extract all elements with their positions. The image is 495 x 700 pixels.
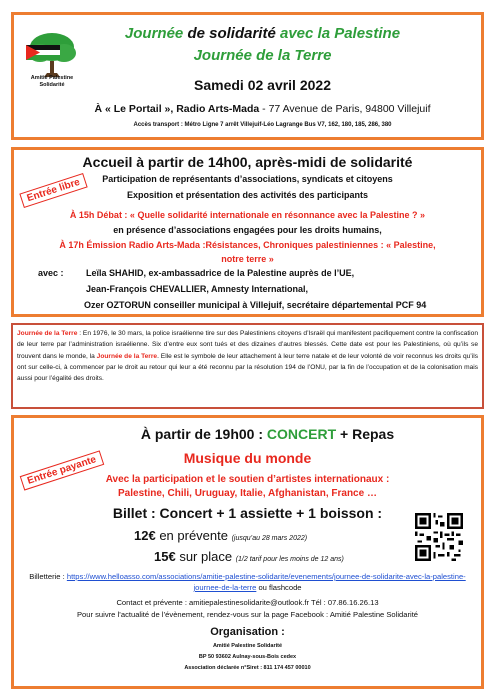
price-1-value: 12€ [134,528,156,543]
emission-title: Résistances, Chroniques palestiniennes : « Palestine, [205,240,436,250]
entree-libre-stamp: Entrée libre [19,173,87,208]
guest-item: Jean-François CHEVALLIER, Amnesty International, [86,284,309,294]
billet-line: Billet : Concert + 1 assiette + 1 boisson : [112,505,383,521]
musique-du-monde: Musique du monde [183,450,312,466]
page-title [14,25,481,42]
organisation-name: Amitié Palestine Solidarité [212,643,283,649]
avec-label: avec : [38,268,64,278]
emission-title-end: notre terre » [221,254,274,264]
participation-line: Avec la participation et le soutien d’artistes internationaux : [105,474,390,485]
guest-item: Leïla SHAHID, ex-ambassadrice de la Palestine auprès de l’UE, [86,268,355,278]
page-subtitle: Journée de la Terre [193,47,332,64]
facebook-line: Pour suivre l’actualité de l’évènement, rendez-vous sur la page Facebook : Amitié Palestine Solidarité [76,610,419,619]
price-2-value: 15€ [154,549,176,564]
price-1-note: (jusqu’au 28 mars 2022) [231,535,308,542]
accueil-line-1: Participation de représentants d’associations, syndicats et citoyens [102,174,393,184]
debat-title: À 15h Débat : « Quelle solidarité internationale en résonnance avec la Palestine ? » [69,210,426,220]
emission-time: À 17h Émission Radio Arts-Mada : [59,240,206,250]
journee-body-2: . Elle est le symbole de leur attachement à leur terre natale et de leur volonté de voir reconnus les droits qu’ils ont sur celle-ci, à commencer par le droit au retour qui leur a été reconnu par la résolution 194 de l’ONU, par la fin de l’occupation et de la colonisation mais aussi pour l’égalité des droits. [17,352,478,383]
entree-payante-stamp: Entrée payante [20,450,104,490]
price-2-note: (1/2 tarif pour les moins de 12 ans) [235,556,344,563]
price-2-label: sur place [175,549,236,564]
concert-title [14,426,481,442]
title-part-3: avec la Palestine [279,25,401,42]
contact-line: Contact et prévente : amitiepalestinesolidarite@outlook.fr Tél : 07.86.16.26.13 [116,598,379,607]
journee-paragraph [17,328,478,384]
billetterie-label: Billetterie : [29,572,67,581]
journee-lead: Journée de la Terre [17,330,78,337]
billetterie-line [22,571,473,593]
venue-name: Le Portail [113,103,162,115]
debat-subtitle: en présence d’associations engagées pour les droits humains, [113,225,382,235]
emission-line [14,240,481,250]
logo-caption: Amitié Palestine Solidarité [30,75,74,88]
accueil-title: Accueil à partir de 14h00, après-midi de solidarité [82,154,413,170]
title-part-2: de solidarité [183,25,280,42]
organisation-title: Organisation : [210,626,285,638]
guest-item: Ozer OZTORUN conseiller municipal à Villejuif, secrétaire départemental PCF 94 [84,300,427,310]
venue-radio: Radio Arts-Mada [176,103,260,115]
venue-prefix: À « [94,103,114,115]
billetterie-suffix: ou flashcode [256,583,302,592]
billetterie-link[interactable]: https://www.helloasso.com/associations/amitie-palestine-solidarite/evenements/journee-de-solidarite-avec-la-palestine-journee-de-la-terre [66,572,466,592]
countries-line: Palestine, Chili, Uruguay, Italie, Afghanistan, France … [118,488,377,499]
venue-mid: », [161,103,177,115]
journee-lead-2: Journée de la Terre [96,352,158,360]
accueil-line-2: Exposition et présentation des activités des participants [126,190,369,200]
organisation-siret: Association déclarée n°Siret : 811 174 457 00010 [184,665,311,671]
transport-info: Accès transport : Métro Ligne 7 arrêt Villejuif-Léo Lagrange Bus V7, 162, 180, 185, 286, 380 [133,122,392,128]
venue-line [14,103,481,115]
price-sur-place [154,549,344,564]
qr-code-icon[interactable] [415,513,463,561]
price-prevente [134,528,307,543]
organisation-address: BP 50 93602 Aulnay-sous-Bois cedex [198,654,297,660]
journee-body-1: : En 1976, le 30 mars, la police israélienne tire sur des Palestiniens citoyens d’Israël qui manifestent pacifiquement contre la confiscation de leur terre par l’administration israélienne. Six d’entre eux sont tués et des dizaines d’autres blessés. Cette date est pour les Palestiniens, où qu’ils se trouvent dans le monde, la [17,330,478,360]
venue-address: - 77 Avenue de Paris, 94800 Villejuif [259,103,431,115]
event-date: Samedi 02 avril 2022 [194,77,331,93]
journee-text-box [11,323,484,409]
price-1-label: en prévente [155,528,232,543]
header-box [11,12,484,140]
concert-title-suffix: + Repas [336,426,395,442]
concert-title-prefix: À partir de 19h00 : [140,426,267,442]
title-part-1: Journée [124,25,184,42]
concert-title-word: CONCERT [266,426,337,442]
